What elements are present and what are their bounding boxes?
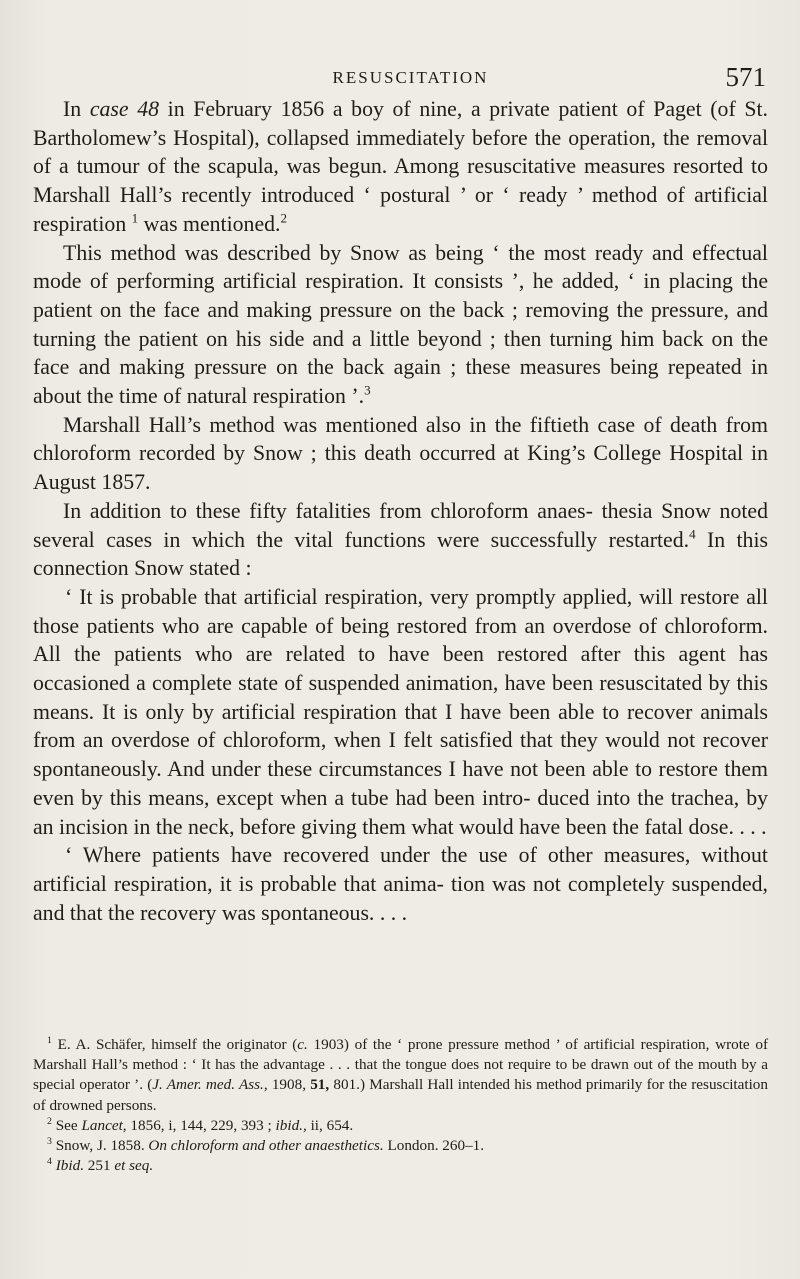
footnote-1: $^1$ E. A. Schäfer, himself the originator (c. 1903) of the ‘ prone pressure method ’ of artificial respiration, wrote of Marshall Hall’s method : ‘ It has the advantage . . . that the tongue does not require to be drawn out of the mouth by a special operator ’. (J. Amer. med. Ass., 1908, 51, 801.) Marshall Hall intended his method primarily for the resuscitation of drowned persons. — [33, 1034, 769, 1114]
footnote-3: $^3$ Snow, J. 1858. On chloroform and other anaesthetics. London. 260–1. — [47, 1135, 485, 1155]
paragraph-method-description: This method was described by Snow as being ‘ the most ready and effectual mode of performing artificial respiration. It consists ’, he added, ‘ in placing the patient on the face and making pressure on the back ; removing the pressure, and turning the patient on his side and a little beyond ; then turning him back on the face and making pressure on the back again ; these measures being repeated in about the time of natural respiration ’.$^3$ — [33, 240, 768, 409]
body-text — [33, 95, 768, 927]
paragraph-case-48: In case 48 in February 1856 a boy of nine, a private patient of Paget (of St. Bartholomew’s Hospital), collapsed immediately before the operation, the removal of a tumour of the scapula, was begun. Among resuscitative measures resorted to Marshall Hall’s recently introduced ‘ postural ’ or ‘ ready ’ method of artificial respiration $^1$ was mentioned.$^2$ — [33, 97, 768, 236]
running-title: RESUSCITATION — [332, 68, 489, 87]
footnote-4: $^4$ Ibid. 251 et seq. — [47, 1156, 154, 1175]
footnote-ref-3[interactable]: 3 — [364, 382, 371, 398]
paragraph-fiftieth-case: Marshall Hall’s method was mentioned also in the fiftieth case of death from chloroform recorded by Snow ; this death occurred at King’s College Hospital in August 1857. — [33, 412, 768, 495]
quotation-paragraph-2: ‘ Where patients have recovered under the use of other measures, without artificial respiration, it is probable that anima- tion was not completely suspended, and that the recovery was spontaneous. . . . — [33, 843, 768, 925]
page-number: 571 — [725, 62, 766, 92]
footnote-ref-1[interactable]: 1 — [131, 210, 139, 226]
footnote-ref-4[interactable]: 4 — [689, 526, 696, 542]
footnote-ref-2[interactable]: 2 — [280, 210, 288, 226]
footnotes — [33, 1035, 768, 1176]
footnote-2: $^2$ See Lancet, 1856, i, 144, 229, 393 ; ibid., ii, 654. — [47, 1115, 354, 1134]
quotation-paragraph-1: ‘ It is probable that artificial respiration, very promptly applied, will restore all those patients who are capable of being restored from an overdose of chloroform. All the patients who are related to have been restored after this agent has occasioned a complete state of suspended animation, have been resuscitated by this means. It is only by artificial respiration that I have been able to recover animals from an overdose of chloroform, when I felt satisfied that they would not recover spontaneously. And under these circumstances I have not been able to restore them even by this means, except when a tube had been intro- duced into the trachea, by an incision in the neck, before giving them what would have been the fatal dose. . . . — [33, 584, 768, 839]
paragraph-restarted-cases: In addition to these fifty fatalities from chloroform anaes- thesia Snow noted several cases in which the vital functions were successfully restarted.$^4$ In this connection Snow stated : — [33, 498, 768, 581]
